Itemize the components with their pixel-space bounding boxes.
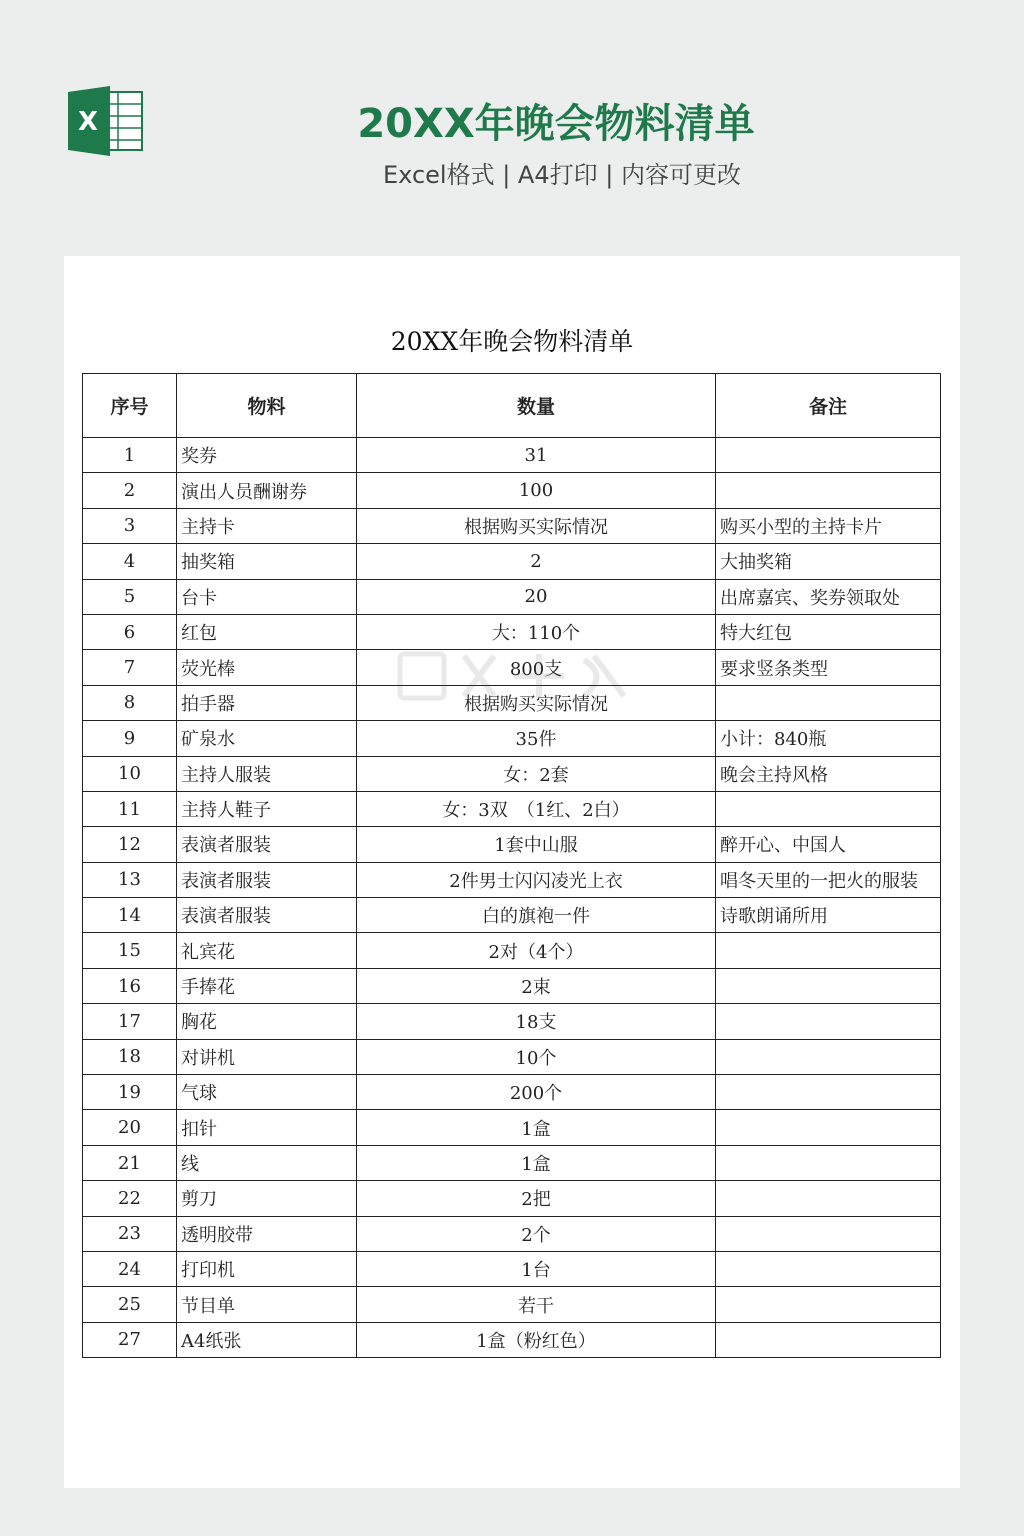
row-quantity: 2 xyxy=(357,544,716,579)
watermark-icon xyxy=(394,646,634,706)
row-note xyxy=(716,1251,941,1286)
row-note: 购买小型的主持卡片 xyxy=(716,508,941,543)
table-row xyxy=(83,508,941,543)
table-row xyxy=(83,1075,941,1110)
table-row xyxy=(83,827,941,862)
sheet-paper xyxy=(64,256,960,1488)
row-quantity: 根据购买实际情况 xyxy=(357,685,716,720)
row-quantity: 18支 xyxy=(357,1004,716,1039)
table-row xyxy=(83,756,941,791)
table-row xyxy=(83,1181,941,1216)
row-item: 主持人鞋子 xyxy=(177,791,357,826)
row-number: 22 xyxy=(83,1181,177,1216)
row-number: 14 xyxy=(83,898,177,933)
row-item: 手捧花 xyxy=(177,968,357,1003)
row-quantity: 1台 xyxy=(357,1251,716,1286)
row-quantity: 800支 xyxy=(357,650,716,685)
row-item: 抽奖箱 xyxy=(177,544,357,579)
table-row xyxy=(83,933,941,968)
page-header xyxy=(0,0,1024,256)
row-number: 23 xyxy=(83,1216,177,1251)
row-note: 唱冬天里的一把火的服装 xyxy=(716,862,941,897)
row-note xyxy=(716,1216,941,1251)
table-row xyxy=(83,1287,941,1322)
row-number: 27 xyxy=(83,1322,177,1357)
row-quantity: 2束 xyxy=(357,968,716,1003)
table-row xyxy=(83,614,941,649)
column-header-item: 物料 xyxy=(177,374,357,438)
row-number: 25 xyxy=(83,1287,177,1322)
row-note xyxy=(716,685,941,720)
row-quantity: 2对（4个） xyxy=(357,933,716,968)
row-note xyxy=(716,1075,941,1110)
table-row xyxy=(83,438,941,473)
row-item: 表演者服装 xyxy=(177,827,357,862)
row-quantity: 10个 xyxy=(357,1039,716,1074)
row-item: 胸花 xyxy=(177,1004,357,1039)
table-row xyxy=(83,1216,941,1251)
row-quantity: 根据购买实际情况 xyxy=(357,508,716,543)
row-number: 7 xyxy=(83,650,177,685)
row-item: 台卡 xyxy=(177,579,357,614)
table-row xyxy=(83,791,941,826)
row-number: 13 xyxy=(83,862,177,897)
row-quantity: 若干 xyxy=(357,1287,716,1322)
row-number: 24 xyxy=(83,1251,177,1286)
row-number: 4 xyxy=(83,544,177,579)
row-number: 5 xyxy=(83,579,177,614)
row-item: 透明胶带 xyxy=(177,1216,357,1251)
row-item: 扣针 xyxy=(177,1110,357,1145)
row-quantity: 女：2套 xyxy=(357,756,716,791)
row-note xyxy=(716,1322,941,1357)
row-quantity: 35件 xyxy=(357,721,716,756)
row-note: 醉开心、中国人 xyxy=(716,827,941,862)
table-row xyxy=(83,1039,941,1074)
row-number: 12 xyxy=(83,827,177,862)
table-header-row xyxy=(83,374,941,438)
row-item: 奖券 xyxy=(177,438,357,473)
row-item: 拍手器 xyxy=(177,685,357,720)
row-note: 特大红包 xyxy=(716,614,941,649)
row-number: 18 xyxy=(83,1039,177,1074)
table-row xyxy=(83,968,941,1003)
row-item: 打印机 xyxy=(177,1251,357,1286)
row-quantity: 200个 xyxy=(357,1075,716,1110)
table-row xyxy=(83,862,941,897)
row-note xyxy=(716,1145,941,1180)
table-row xyxy=(83,1251,941,1286)
row-number: 16 xyxy=(83,968,177,1003)
column-header-no: 序号 xyxy=(83,374,177,438)
row-quantity: 女：3双 （1红、2白） xyxy=(357,791,716,826)
row-quantity: 2把 xyxy=(357,1181,716,1216)
row-item: 表演者服装 xyxy=(177,898,357,933)
table-row xyxy=(83,1322,941,1357)
row-quantity: 1盒 xyxy=(357,1110,716,1145)
row-item: 礼宾花 xyxy=(177,933,357,968)
table-row xyxy=(83,1145,941,1180)
row-number: 15 xyxy=(83,933,177,968)
row-note xyxy=(716,1287,941,1322)
row-quantity: 大：110个 xyxy=(357,614,716,649)
row-quantity: 白的旗袍一件 xyxy=(357,898,716,933)
column-header-note: 备注 xyxy=(716,374,941,438)
table-row xyxy=(83,473,941,508)
row-number: 19 xyxy=(83,1075,177,1110)
row-quantity: 1套中山服 xyxy=(357,827,716,862)
table-row xyxy=(83,579,941,614)
row-number: 8 xyxy=(83,685,177,720)
row-note xyxy=(716,791,941,826)
row-number: 9 xyxy=(83,721,177,756)
row-number: 11 xyxy=(83,791,177,826)
row-note xyxy=(716,1181,941,1216)
row-note: 出席嘉宾、奖券领取处 xyxy=(716,579,941,614)
row-note xyxy=(716,968,941,1003)
row-item: 气球 xyxy=(177,1075,357,1110)
row-item: 荧光棒 xyxy=(177,650,357,685)
row-number: 21 xyxy=(83,1145,177,1180)
sheet-title: 20XX年晚会物料清单 xyxy=(390,327,634,356)
page-title: 20XX年晚会物料清单 xyxy=(357,101,755,147)
materials-table xyxy=(82,373,941,1358)
row-note: 诗歌朗诵所用 xyxy=(716,898,941,933)
row-item: 线 xyxy=(177,1145,357,1180)
row-note xyxy=(716,1004,941,1039)
row-note xyxy=(716,438,941,473)
row-note: 大抽奖箱 xyxy=(716,544,941,579)
row-note xyxy=(716,1039,941,1074)
row-number: 6 xyxy=(83,614,177,649)
row-item: 主持人服装 xyxy=(177,756,357,791)
row-number: 2 xyxy=(83,473,177,508)
row-quantity: 100 xyxy=(357,473,716,508)
row-quantity: 2件男士闪闪凌光上衣 xyxy=(357,862,716,897)
table-row xyxy=(83,898,941,933)
row-number: 1 xyxy=(83,438,177,473)
row-item: 矿泉水 xyxy=(177,721,357,756)
row-quantity: 20 xyxy=(357,579,716,614)
row-note xyxy=(716,1110,941,1145)
row-item: 剪刀 xyxy=(177,1181,357,1216)
row-quantity: 2个 xyxy=(357,1216,716,1251)
table-row xyxy=(83,544,941,579)
row-note xyxy=(716,473,941,508)
row-quantity: 31 xyxy=(357,438,716,473)
row-number: 17 xyxy=(83,1004,177,1039)
row-quantity: 1盒 xyxy=(357,1145,716,1180)
row-note: 晚会主持风格 xyxy=(716,756,941,791)
row-note: 要求竖条类型 xyxy=(716,650,941,685)
row-number: 3 xyxy=(83,508,177,543)
row-number: 10 xyxy=(83,756,177,791)
row-item: 对讲机 xyxy=(177,1039,357,1074)
page-subtitle: Excel格式 | A4打印 | 内容可更改 xyxy=(383,161,741,189)
table-row xyxy=(83,721,941,756)
table-row xyxy=(83,1110,941,1145)
row-item: 红包 xyxy=(177,614,357,649)
row-item: A4纸张 xyxy=(177,1322,357,1357)
row-number: 20 xyxy=(83,1110,177,1145)
row-note xyxy=(716,933,941,968)
logo-letter: X xyxy=(77,107,99,137)
row-quantity: 1盒（粉红色） xyxy=(357,1322,716,1357)
row-item: 节目单 xyxy=(177,1287,357,1322)
column-header-qty: 数量 xyxy=(357,374,716,438)
row-item: 演出人员酬谢券 xyxy=(177,473,357,508)
table-row xyxy=(83,1004,941,1039)
row-note: 小计：840瓶 xyxy=(716,721,941,756)
row-item: 主持卡 xyxy=(177,508,357,543)
row-item: 表演者服装 xyxy=(177,862,357,897)
